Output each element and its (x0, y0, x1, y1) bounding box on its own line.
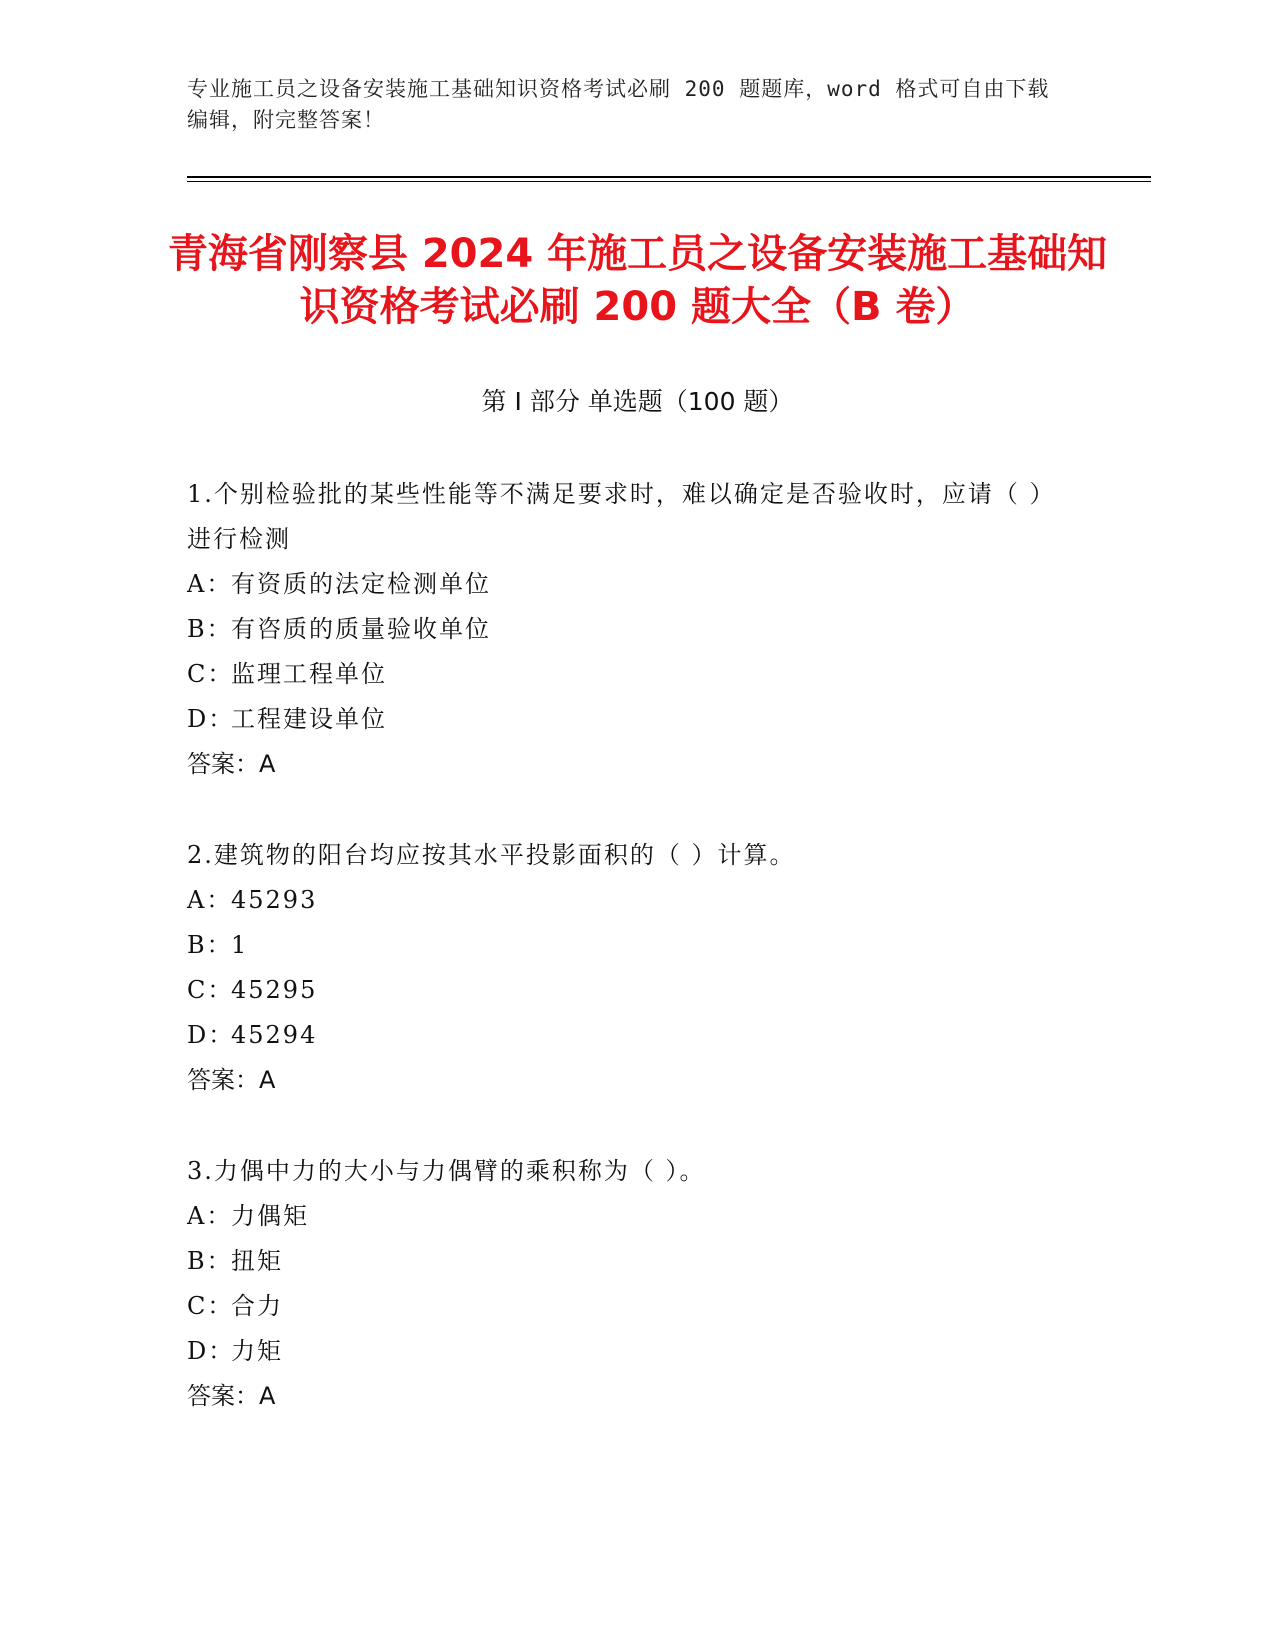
option-key: B： (187, 615, 233, 643)
option-key: A： (187, 1202, 233, 1230)
option-text: 45295 (231, 976, 318, 1004)
option-c (187, 968, 1067, 1013)
option-text: 工程建设单位 (231, 705, 387, 733)
option-key: B： (187, 1247, 233, 1275)
option-key: C： (187, 976, 234, 1004)
document-title: 青海省刚察县 2024 年施工员之设备安装施工基础知识资格考试必刷 200 题大全（B 卷） (167, 231, 1108, 330)
option-a (187, 1194, 1067, 1239)
option-key: C： (187, 1292, 234, 1320)
option-b (187, 923, 1067, 968)
question-item (187, 472, 1067, 787)
option-text: 1 (231, 931, 249, 959)
option-text: 力偶矩 (231, 1202, 309, 1230)
header-divider-thin (187, 181, 1151, 182)
option-text: 力矩 (231, 1337, 283, 1365)
answer-line: 答案：A (187, 1382, 276, 1410)
option-b (187, 607, 1067, 652)
answer-line: 答案：A (187, 750, 276, 778)
option-text: 扭矩 (231, 1247, 283, 1275)
question-stem: 3.力偶中力的大小与力偶臂的乘积称为（ ）。 (187, 1157, 706, 1185)
section-title: 第 I 部分 单选题（100 题） (481, 387, 794, 416)
option-c (187, 652, 1067, 697)
option-key: C： (187, 660, 234, 688)
option-d (187, 1329, 1067, 1374)
option-a (187, 878, 1067, 923)
question-stem: 2.建筑物的阳台均应按其水平投影面积的（ ）计算。 (187, 841, 796, 869)
option-text: 有咨质的质量验收单位 (231, 615, 491, 643)
header-note: 专业施工员之设备安装施工基础知识资格考试必刷 200 题题库，word 格式可自由下载编辑，附完整答案！ (187, 77, 1050, 132)
option-d (187, 1013, 1067, 1058)
option-a (187, 562, 1067, 607)
header-divider-thick (187, 176, 1151, 178)
option-text: 45294 (231, 1021, 318, 1049)
option-b (187, 1239, 1067, 1284)
option-key: D： (187, 705, 235, 733)
option-key: D： (187, 1337, 235, 1365)
answer-line: 答案：A (187, 1066, 276, 1094)
option-c (187, 1284, 1067, 1329)
question-stem: 1.个别检验批的某些性能等不满足要求时，难以确定是否验收时，应请（ ）进行检测 (187, 480, 1056, 553)
option-key: B： (187, 931, 233, 959)
option-text: 合力 (231, 1292, 283, 1320)
question-item (187, 1149, 1067, 1419)
option-key: D： (187, 1021, 235, 1049)
option-text: 有资质的法定检测单位 (231, 570, 491, 598)
question-item (187, 833, 1067, 1103)
option-key: A： (187, 886, 233, 914)
option-d (187, 697, 1067, 742)
question-list (187, 472, 1067, 1465)
option-text: 监理工程单位 (231, 660, 387, 688)
option-key: A： (187, 570, 233, 598)
option-text: 45293 (231, 886, 318, 914)
